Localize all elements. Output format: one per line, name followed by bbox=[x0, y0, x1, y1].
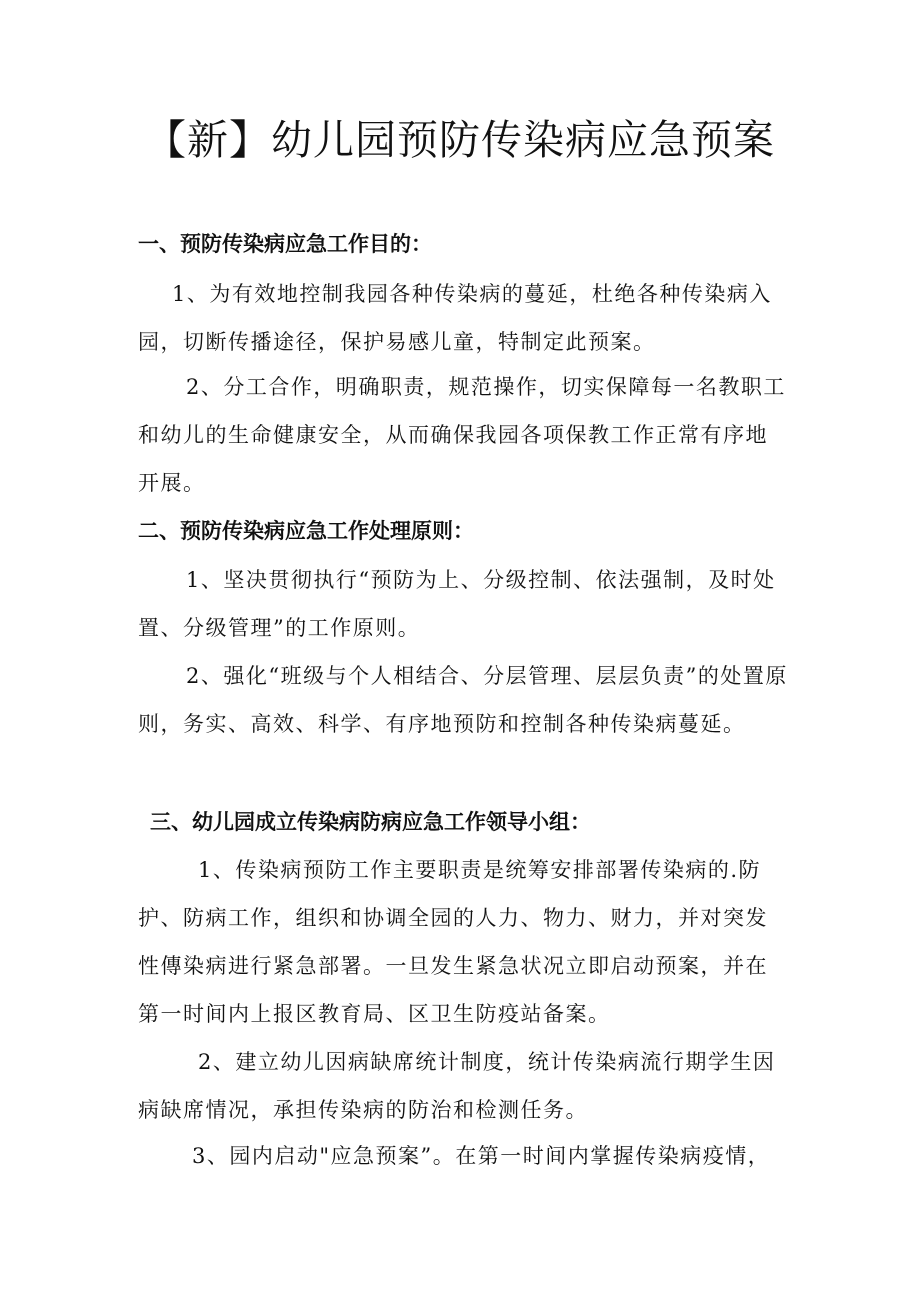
paragraph-1-1: 1、为有效地控制我园各种传染病的蔓延，杜绝各种传染病入园，切断传播途径，保护易感儿童，特制定此预案。 bbox=[138, 282, 772, 354]
paragraph-3-3: 3、园内启动"应急预案”。在第一时间内掌握传染病疫情， bbox=[192, 1144, 771, 1168]
section-heading-3: 三、幼儿园成立传染病防病应急工作领导小组： bbox=[150, 809, 591, 834]
document-title: 【新】幼儿园预防传染病应急预案 bbox=[145, 116, 775, 164]
paragraph-1-2: 2、分工合作，明确职责，规范操作，切实保障每一名教职工和幼儿的生命健康安全，从而确保我园各项保教工作正常有序地开展。 bbox=[138, 375, 786, 495]
paragraph-3-2: 2、建立幼儿因病缺席统计制度，统计传染病流行期学生因病缺席情况，承担传染病的防治和检测任务。 bbox=[138, 1050, 776, 1122]
paragraph-2-1: 1、坚决贯彻执行“预防为上、分级控制、依法强制，及时处置、分级管理”的工作原则。 bbox=[138, 568, 776, 640]
section-heading-2: 二、预防传染病应急工作处理原则： bbox=[138, 518, 474, 543]
section-heading-1: 一、预防传染病应急工作目的： bbox=[138, 231, 432, 256]
paragraph-2-2: 2、强化“班级与个人相结合、分层管理、层层负责”的处置原则，务实、高效、科学、有序地预防和控制各种传染病蔓延。 bbox=[138, 664, 788, 736]
paragraph-3-1: 1、传染病预防工作主要职责是统筹安排部署传染病的.防护、防病工作，组织和协调全园的人力、物力、财力，并对突发性傳染病进行紧急部署。一旦发生紧急状况立即启动预案，并在第一时间内上报区教育局、区卫生防疫站备案。 bbox=[138, 858, 768, 1026]
